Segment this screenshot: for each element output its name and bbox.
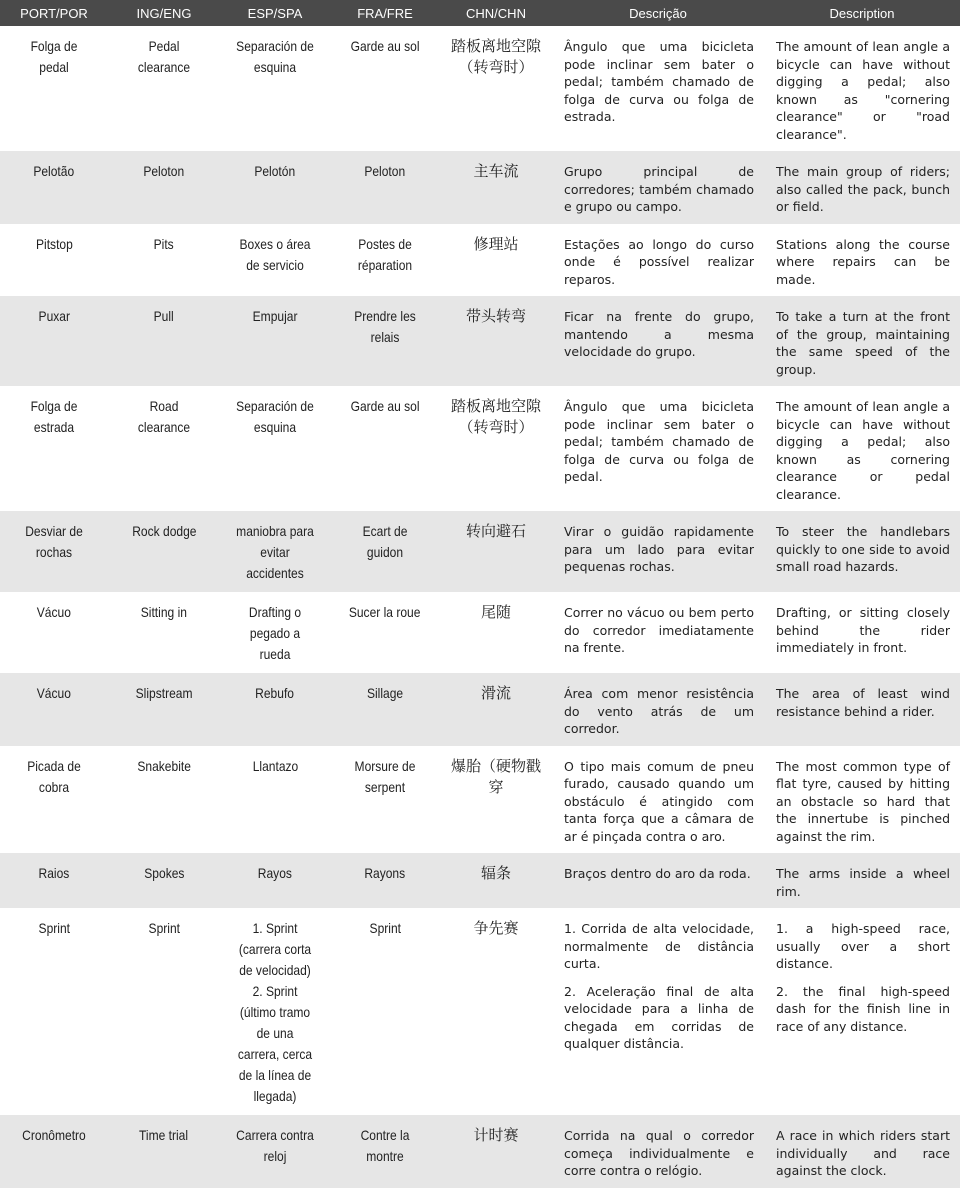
term-eng: Pedal clearance (137, 38, 191, 75)
description-paragraph: 2. the final high-speed dash for the finish line in race of any distance. (776, 983, 950, 1034)
cell-desc-en (764, 908, 960, 1115)
description-paragraph: Grupo principal de corredores; também chamado e grupo ou campo. (564, 164, 754, 214)
term-spa: Rebufo (255, 685, 295, 701)
cell-chn: 踏板离地空隙（转弯时） (450, 397, 541, 436)
term-spa: Separación de esquina (236, 38, 314, 75)
cell-por (0, 746, 108, 854)
cell-por (0, 1115, 108, 1188)
cell-spa (220, 511, 330, 592)
cell-spa (220, 151, 330, 224)
cell-eng (108, 224, 220, 297)
table-body (0, 26, 960, 1188)
term-fre: Sprint (369, 920, 401, 936)
cell-spa (220, 1115, 330, 1188)
term-eng: Sprint (148, 920, 180, 936)
cell-fre (330, 26, 440, 151)
cell-desc-pt (552, 296, 764, 386)
cell-desc-en (764, 746, 960, 854)
table-row (0, 592, 960, 673)
term-spa: 1. Sprint (carrera corta de velocidad) 2. Sprint (último tramo de una carrera, cerca de la línea de llegada) (237, 920, 313, 1104)
cell-por (0, 908, 108, 1115)
term-eng: Sitting in (140, 604, 188, 620)
header-desc-en: Description (764, 0, 960, 26)
header-eng: ING/ENG (108, 0, 220, 26)
term-por: Folga de pedal (30, 38, 78, 75)
cell-desc-pt (552, 908, 764, 1115)
term-fre: Garde au sol (350, 38, 420, 54)
term-spa: Pelotón (254, 163, 296, 179)
description-paragraph: The area of least wind resistance behind a rider. (776, 686, 950, 719)
cell-eng (108, 1115, 220, 1188)
cell-spa (220, 746, 330, 854)
description-paragraph: Corrida na qual o corredor começa individualmente e corre contra o relógio. (564, 1128, 754, 1178)
description-paragraph: The main group of riders; also called the pack, bunch or field. (776, 164, 950, 214)
term-eng: Road clearance (137, 398, 191, 435)
table-row (0, 224, 960, 297)
cell-chn: 尾随 (480, 603, 511, 621)
cell-fre (330, 908, 440, 1115)
cell-desc-pt (552, 746, 764, 854)
cell-desc-en (764, 592, 960, 673)
cell-por (0, 511, 108, 592)
cell-desc-en (764, 386, 960, 511)
cell-fre (330, 746, 440, 854)
cell-chn: 滑流 (480, 684, 511, 702)
term-fre: Sillage (366, 685, 404, 701)
description-paragraph: O tipo mais comum de pneu furado, causado quando um obstáculo é atingido com tanta força que a câmara de ar é pinçada contra o aro. (564, 758, 754, 844)
cell-desc-pt (552, 386, 764, 511)
term-por: Pitstop (35, 235, 73, 252)
term-fre: Morsure de serpent (354, 757, 416, 795)
cell-eng (108, 296, 220, 386)
table-row (0, 26, 960, 151)
table-header (0, 0, 960, 26)
cell-eng (108, 853, 220, 908)
term-eng: Pull (153, 308, 175, 324)
table-row (0, 853, 960, 908)
term-por: Pelotão (33, 163, 75, 179)
cell-spa (220, 26, 330, 151)
cell-spa (220, 908, 330, 1115)
term-por: Cronômetro (22, 1127, 86, 1143)
term-spa: Drafting o pegado a rueda (248, 604, 302, 662)
header-fre: FRA/FRE (330, 0, 440, 26)
cell-desc-en (764, 26, 960, 151)
term-spa: Llantazo (252, 757, 298, 774)
cell-eng (108, 386, 220, 511)
cell-eng (108, 673, 220, 746)
cell-desc-en (764, 224, 960, 297)
term-fre: Ecart de guidon (362, 523, 408, 560)
description-paragraph: Stations along the course where repairs can be made. (776, 236, 950, 287)
description-paragraph: The amount of lean angle a bicycle can have without digging a pedal; also known as cornering clearance or pedal clearance. (776, 399, 950, 502)
cell-fre (330, 296, 440, 386)
term-por: Folga de estrada (30, 398, 78, 435)
term-fre: Peloton (364, 163, 406, 179)
cell-por (0, 26, 108, 151)
description-paragraph: Área com menor resistência do vento atrás de um corredor. (564, 686, 754, 736)
cell-desc-pt (552, 853, 764, 908)
table-row (0, 746, 960, 854)
cell-desc-pt (552, 592, 764, 673)
cell-desc-pt (552, 673, 764, 746)
description-paragraph: A race in which riders start individually and race against the clock. (776, 1128, 950, 1178)
term-spa: Separación de esquina (236, 398, 314, 435)
cell-eng (108, 151, 220, 224)
term-eng: Time trial (139, 1127, 189, 1143)
cell-fre (330, 386, 440, 511)
term-eng: Rock dodge (131, 523, 197, 539)
term-fre: Sucer la roue (349, 604, 421, 620)
term-fre: Garde au sol (350, 398, 420, 414)
description-paragraph: Drafting, or sitting closely behind the rider immediately in front. (776, 605, 950, 655)
term-eng: Snakebite (137, 757, 191, 774)
cell-fre (330, 673, 440, 746)
term-eng: Slipstream (135, 685, 193, 701)
description-paragraph: The amount of lean angle a bicycle can have without digging a pedal; also known as "cornering clearance" or "road clearance". (776, 39, 950, 142)
description-paragraph: 2. Aceleração final de alta velocidade para a linha de chegada em corridas de qualquer distância. (564, 983, 754, 1051)
description-paragraph: 1. Corrida de alta velocidade, normalmente de distância curta. (564, 921, 754, 971)
table-row (0, 511, 960, 592)
term-spa: Rayos (257, 865, 293, 881)
description-paragraph: Ficar na frente do grupo, mantendo a mesma velocidade do grupo. (564, 309, 754, 359)
cell-eng (108, 26, 220, 151)
description-paragraph: Ângulo que uma bicicleta pode inclinar sem bater o pedal; também chamado de folga de curva ou folga de estrada. (564, 39, 754, 124)
cell-por (0, 386, 108, 511)
cell-chn: 转向避石 (465, 522, 526, 540)
term-por: Raios (38, 865, 70, 881)
table-row (0, 1115, 960, 1188)
header-por: PORT/POR (0, 0, 108, 26)
description-paragraph: Ângulo que uma bicicleta pode inclinar sem bater o pedal; também chamado de folga de curva ou folga de pedal. (564, 399, 754, 484)
term-eng: Peloton (143, 163, 185, 179)
cell-eng (108, 511, 220, 592)
cell-por (0, 853, 108, 908)
term-spa: Carrera contra reloj (236, 1127, 314, 1164)
description-paragraph: Correr no vácuo ou bem perto do corredor imediatamente na frente. (564, 605, 754, 655)
term-fre: Prendre les relais (354, 308, 416, 345)
cell-spa (220, 296, 330, 386)
table-row (0, 151, 960, 224)
description-paragraph: To take a turn at the front of the group, maintaining the same speed of the group. (776, 309, 950, 377)
table-row (0, 673, 960, 746)
cell-spa (220, 853, 330, 908)
cell-desc-en (764, 673, 960, 746)
term-por: Puxar (38, 308, 70, 324)
cell-spa (220, 592, 330, 673)
term-por: Desviar de rochas (25, 523, 83, 560)
term-fre: Contre la montre (360, 1127, 410, 1164)
cell-por (0, 592, 108, 673)
header-desc-pt: Descrição (552, 0, 764, 26)
description-paragraph: Braços dentro do aro da roda. (564, 866, 751, 881)
cell-fre (330, 151, 440, 224)
term-por: Sprint (38, 920, 70, 936)
description-paragraph: Virar o guidão rapidamente para um lado para evitar pequenas rochas. (564, 524, 754, 574)
cell-desc-pt (552, 1115, 764, 1188)
cell-por (0, 673, 108, 746)
cell-desc-pt (552, 224, 764, 297)
cell-chn: 争先赛 (473, 919, 519, 937)
cell-desc-en (764, 151, 960, 224)
term-por: Vácuo (36, 604, 72, 620)
cell-chn: 踏板离地空隙（转弯时） (450, 37, 541, 76)
term-fre: Rayons (364, 865, 406, 881)
term-eng: Pits (153, 235, 175, 252)
cell-eng (108, 908, 220, 1115)
description-paragraph: The most common type of flat tyre, caused by hitting an obstacle so hard that the innertube is pinched against the rim. (776, 758, 950, 844)
cell-desc-en (764, 1115, 960, 1188)
description-paragraph: 1. a high-speed race, usually over a short distance. (776, 921, 950, 971)
cell-eng (108, 746, 220, 854)
header-row (0, 0, 960, 26)
cell-fre (330, 511, 440, 592)
cell-por (0, 224, 108, 297)
term-eng: Spokes (143, 865, 185, 881)
cell-por (0, 296, 108, 386)
header-chn: CHN/CHN (440, 0, 552, 26)
description-paragraph: The arms inside a wheel rim. (776, 866, 950, 899)
cell-spa (220, 224, 330, 297)
cell-spa (220, 673, 330, 746)
cell-por (0, 151, 108, 224)
table-row (0, 908, 960, 1115)
cell-fre (330, 853, 440, 908)
term-por: Picada de cobra (27, 757, 81, 795)
description-paragraph: To steer the handlebars quickly to one side to avoid small road hazards. (776, 524, 950, 574)
cell-desc-pt (552, 26, 764, 151)
term-fre: Postes de réparation (357, 235, 413, 273)
cell-desc-en (764, 296, 960, 386)
cell-fre (330, 224, 440, 297)
cell-fre (330, 592, 440, 673)
header-spa: ESP/SPA (220, 0, 330, 26)
cell-desc-pt (552, 151, 764, 224)
cell-chn: 带头转弯 (465, 307, 526, 325)
term-spa: Empujar (252, 308, 298, 324)
cell-eng (108, 592, 220, 673)
cell-desc-en (764, 511, 960, 592)
cell-chn: 主车流 (473, 162, 519, 180)
table-row (0, 296, 960, 386)
cell-chn: 辐条 (480, 864, 511, 882)
description-paragraph: Estações ao longo do curso onde é possível realizar reparos. (564, 236, 754, 287)
term-spa: Boxes o área de servicio (239, 235, 311, 273)
cell-spa (220, 386, 330, 511)
cell-fre (330, 1115, 440, 1188)
cell-desc-en (764, 853, 960, 908)
term-por: Vácuo (36, 685, 72, 701)
cell-chn: 修理站 (473, 234, 519, 253)
cell-chn: 计时赛 (473, 1126, 519, 1144)
table-row (0, 386, 960, 511)
cell-chn: 爆胎（硬物戳穿 (450, 756, 541, 796)
cell-desc-pt (552, 511, 764, 592)
term-spa: maniobra para evitar accidentes (236, 523, 314, 581)
